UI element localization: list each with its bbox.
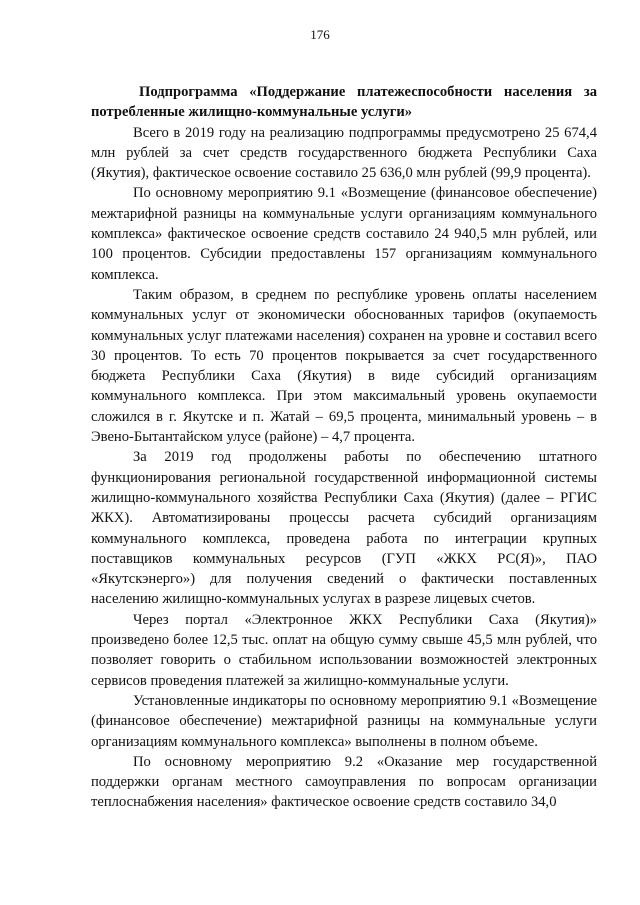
paragraph-indicators: Установленные индикаторы по основному мероприятию 9.1 «Возмещение (финансовое обеспечение) межтарифной разницы на коммунальные услуги организациям коммунального комплекса» выполнены в полном объеме. bbox=[91, 692, 597, 750]
paragraph-rgis: За 2019 год продолжены работы по обеспечению штатного функционирования региональной государственной информационной системы жилищно-коммунального хозяйства Республики Саха (Якутия) (далее – РГИС ЖКХ). Автоматизированы процессы расчета субсидий организациям коммунального комплекса, проведена работа по интеграции крупных поставщиков коммунальных ресурсов (ГУП «ЖКХ РС(Я)», ПАО «Якутскэнерго») для получения сведений о фактически поставленных населению жилищно-коммунальных услугах в разрезе лицевых счетов. bbox=[91, 449, 597, 608]
paragraph-funding: Всего в 2019 году на реализацию подпрограммы предусмотрено 25 674,4 млн рублей за счет средств государственного бюджета Республики Саха (Якутия), фактическое освоение составило 25 636,0 млн рублей (99,9 процента). bbox=[91, 124, 597, 182]
page-body bbox=[91, 82, 597, 813]
paragraph-payment-level: Таким образом, в среднем по республике уровень оплаты населением коммунальных услуг от экономически обоснованных тарифов (окупаемость коммунальных услуг платежами населения) сохранен на уровне и составил всего 30 процентов. То есть 70 процентов покрывается за счет государственного бюджета Республики Саха (Якутия) в виде субсидий организациям коммунального комплекса. При этом максимальный уровень окупаемости сложился в г. Якутске и п. Жатай – 69,5 процента, минимальный уровень – в Эвено-Бытантайском улусе (районе) – 4,7 процента. bbox=[91, 286, 597, 446]
paragraph-measure-9-2: По основному мероприятию 9.2 «Оказание мер государственной поддержки органам местного самоуправления по вопросам организации теплоснабжения населения» фактическое освоение средств составило 34,0 bbox=[91, 753, 597, 811]
section-heading: Подпрограмма «Поддержание платежеспособности населения за потребленные жилищно-коммунальные услуги» bbox=[91, 84, 597, 121]
paragraph-measure-9-1: По основному мероприятию 9.1 «Возмещение (финансовое обеспечение) межтарифной разницы на коммунальные услуги организациям коммунального комплекса» фактическое освоение средств составило 24 940,5 млн рублей, или 100 процентов. Субсидии предоставлены 157 организациям коммунального комплекса. bbox=[91, 185, 597, 283]
paragraph-portal: Через портал «Электронное ЖКХ Республики Саха (Якутия)» произведено более 12,5 тыс. оплат на общую сумму свыше 45,5 млн рублей, что позволяет говорить о стабильном использовании возможностей электронных сервисов проведения платежей за жилищно-коммунальные услуги. bbox=[91, 611, 597, 689]
page-number: 176 bbox=[310, 27, 330, 42]
